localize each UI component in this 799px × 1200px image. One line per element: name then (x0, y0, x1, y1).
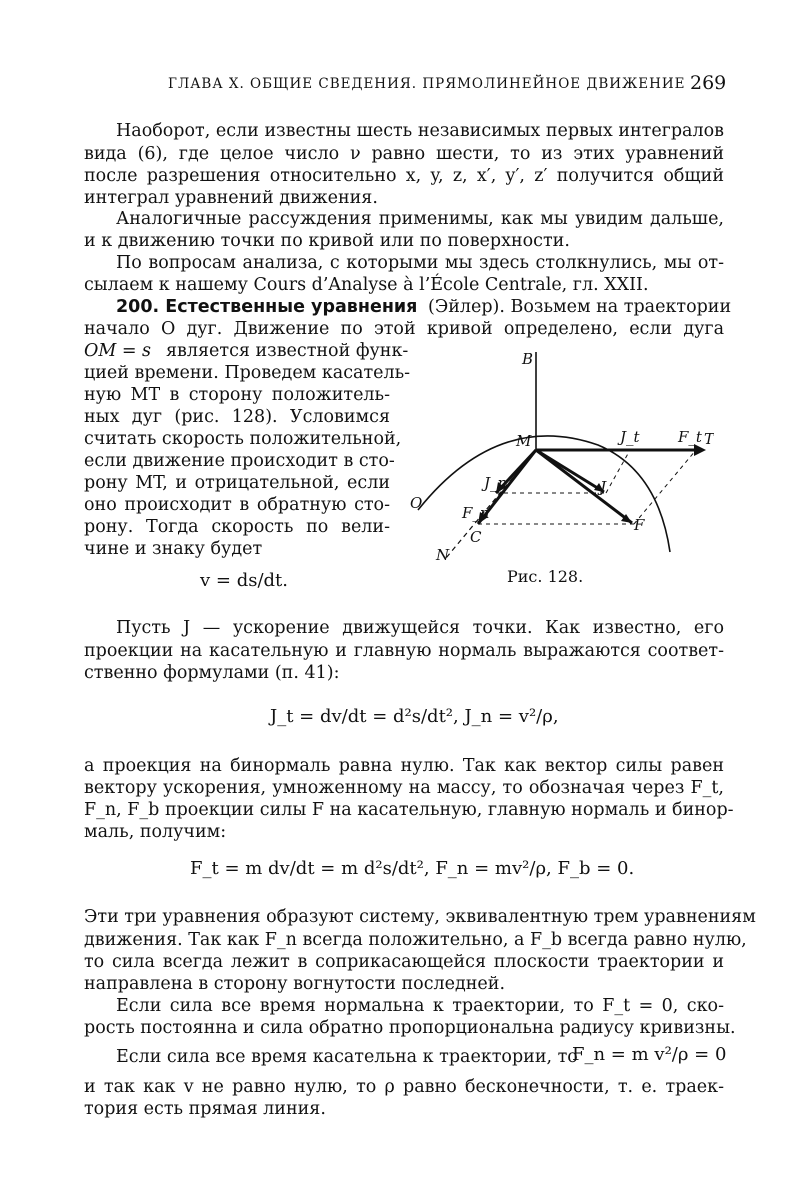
text-line: и так как v не равно нулю, то ρ равно бесконечности, т. е. траек- (84, 1077, 724, 1097)
label-j: J (600, 478, 607, 496)
running-header: ГЛАВА X. ОБЩИЕ СВЕДЕНИЯ. ПРЯМОЛИНЕЙНОЕ ДВИЖЕНИЕ (168, 76, 686, 92)
text-line: оно происходит в обратную сто- (84, 495, 390, 515)
projection-ft (634, 450, 696, 524)
text-line: Если сила все время касательна к траектории, то (116, 1047, 578, 1067)
text-line: то сила всегда лежит в соприкасающейся плоскости траектории и (84, 952, 724, 972)
figure-caption: Рис. 128. (507, 567, 584, 586)
label-m: M (516, 432, 532, 450)
label-ft: F_t (678, 428, 702, 446)
text-line: движения. Так как F_n всегда положительно, а F_b всегда равно нулю, (84, 930, 747, 950)
label-n: N (436, 546, 450, 564)
page-number: 269 (690, 72, 727, 94)
text-line: вида (6), где целое число ν равно шести, то из этих уравнений (84, 144, 724, 164)
text-line: маль, получим: (84, 822, 227, 842)
text-line: начало O дуг. Движение по этой кривой определено, если дуга (84, 319, 724, 339)
text-line: ственно формулами (п. 41): (84, 663, 340, 683)
label-f: F (634, 516, 645, 534)
text-line: Эти три уравнения образуют систему, эквивалентную трем уравнениям (84, 907, 756, 927)
text-line: интеграл уравнений движения. (84, 188, 378, 208)
label-c: C (470, 528, 482, 546)
formula-fn-tangent: F_n = m v²/ρ = 0 (572, 1044, 727, 1065)
text-line: Если сила все время нормальна к траектории, то F_t = 0, ско- (116, 996, 724, 1016)
text-line: а проекция на бинормаль равна нулю. Так как вектор силы равен (84, 756, 724, 776)
section-heading-line (116, 296, 417, 318)
label-b: B (522, 350, 534, 368)
text-line: сылаем к нашему Cours d’Analyse à l’École Centrale, гл. XXII. (84, 275, 649, 295)
label-jn: J_n (484, 474, 508, 492)
arc-definition: OM = s (84, 341, 152, 361)
label-o: O (410, 494, 423, 512)
text-line: считать скорость положительной, (84, 429, 402, 449)
text-line: F_n, F_b проекции силы F на касательную, главную нормаль и бинор- (84, 800, 734, 820)
section-heading: 200. Естественные уравнения (116, 297, 418, 317)
text-line: ных дуг (рис. 128). Условимся (84, 407, 390, 427)
text-line: является известной функ- (166, 341, 409, 361)
text-line: направлена в сторону вогнутости последней. (84, 974, 506, 994)
text-line: рость постоянна и сила обратно пропорциональна радиусу кривизны. (84, 1018, 736, 1038)
label-fn: F_n (462, 504, 490, 522)
figure-128 (398, 340, 714, 566)
text-line: после разрешения относительно x, y, z, x′, y′, z′ получится общий (84, 166, 724, 186)
text-line: ную MT в сторону положитель- (84, 385, 390, 405)
text-line: Аналогичные рассуждения применимы, как мы увидим дальше, (116, 209, 724, 229)
text-line: тория есть прямая линия. (84, 1099, 326, 1119)
text-line: чине и знаку будет (84, 539, 263, 559)
formula-force: F_t = m dv/dt = m d²s/dt², F_n = mv²/ρ, F_b = 0. (190, 858, 635, 879)
text-line: Наоборот, если известны шесть независимых первых интегралов (116, 121, 724, 141)
text-line: Пусть J — ускорение движущейся точки. Как известно, его (116, 618, 724, 638)
text-line: цией времени. Проведем касатель- (84, 363, 411, 383)
formula-velocity: v = ds/dt. (200, 570, 288, 591)
text-line: вектору ускорения, умноженному на массу, то обозначая через F_t, (84, 778, 724, 798)
vector-f (536, 450, 632, 523)
text-line: если движение происходит в сто- (84, 451, 395, 471)
text-line: (Эйлер). Возьмем на траектории (428, 297, 732, 317)
text-line: и к движению точки по кривой или по поверхности. (84, 231, 570, 251)
formula-acceleration: J_t = dv/dt = d²s/dt², J_n = v²/ρ, (270, 706, 559, 727)
text-line: рону MT, и отрицательной, если (84, 473, 390, 493)
text-line: По вопросам анализа, с которыми мы здесь столкнулись, мы от- (116, 253, 724, 273)
text-line: рону. Тогда скорость по вели- (84, 517, 390, 537)
text-line: проекции на касательную и главную нормаль выражаются соответ- (84, 641, 724, 661)
label-jt: J_t (620, 428, 640, 446)
label-t: T (704, 430, 714, 448)
